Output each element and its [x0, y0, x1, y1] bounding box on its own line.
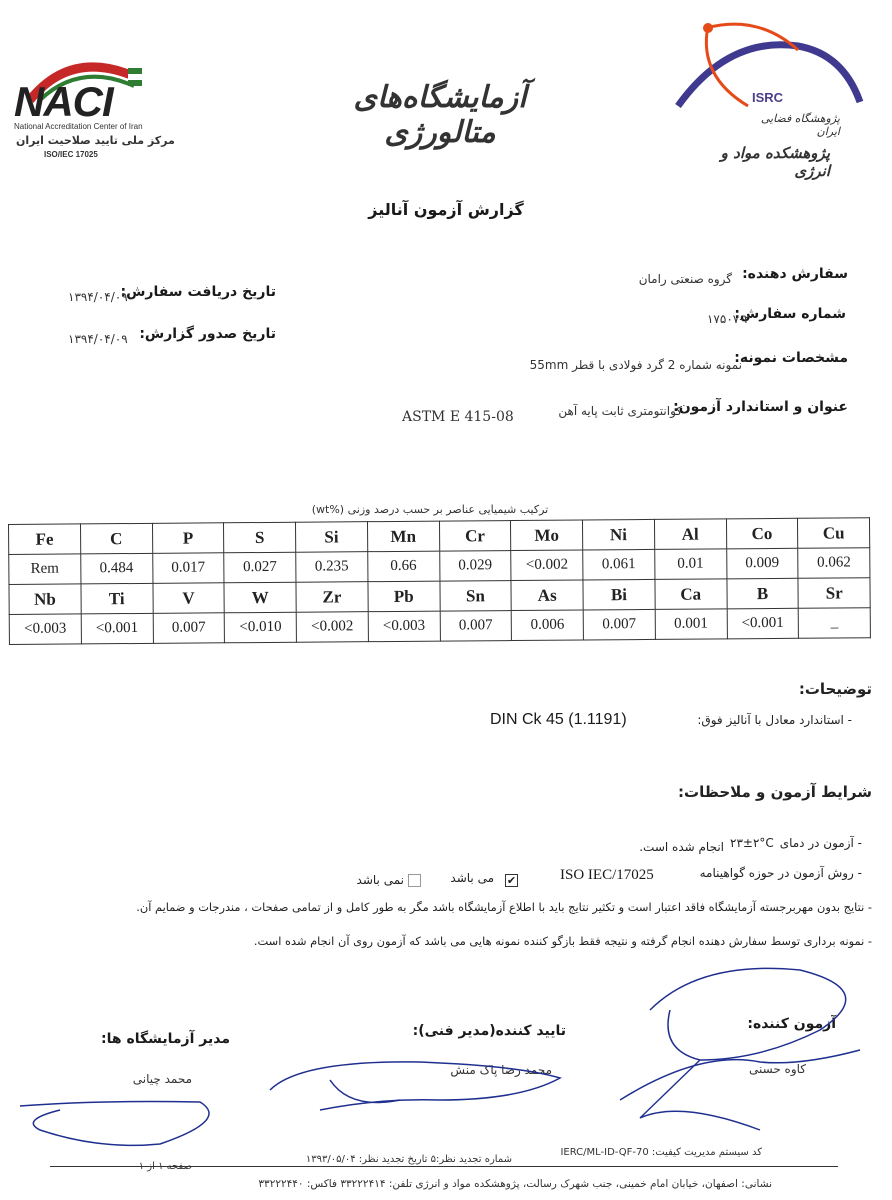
temperature-line: - آزمون در دمای	[779, 836, 862, 850]
received-date-label: تاریخ دریافت سفارش:	[120, 284, 276, 300]
element-symbol-cell: C	[80, 523, 152, 554]
element-value-cell: <0.003	[9, 614, 81, 645]
qms-code: کد سیستم مدیریت کیفیت: IERC/ML-ID-QF-70	[560, 1147, 762, 1158]
element-symbol-cell: V	[152, 583, 224, 614]
element-symbol-cell: Sr	[798, 578, 870, 609]
sample-label: مشخصات نمونه:	[734, 350, 848, 366]
order-no-value: ۱۷۵۰۷-۲	[706, 312, 750, 326]
lab-title: آزمایشگاه‌های متالورژی	[353, 80, 527, 150]
element-symbol-cell: Al	[654, 519, 726, 550]
temperature-suffix: انجام شده است.	[639, 840, 724, 854]
issued-date-value: ۱۳۹۴/۰۴/۰۹	[68, 332, 128, 346]
element-symbol-cell: Co	[726, 518, 798, 549]
client-label: سفارش دهنده:	[742, 266, 848, 282]
element-value-cell: 0.007	[583, 609, 655, 640]
element-symbol-cell: Ca	[655, 579, 727, 610]
chemical-composition-table	[8, 517, 871, 645]
element-value-cell: Rem	[9, 554, 81, 585]
element-symbol-cell: Ni	[582, 519, 654, 550]
page-number: صفحه ۱ از ۱	[138, 1161, 192, 1172]
element-value-cell: <0.002	[296, 612, 368, 643]
equivalent-standard: DIN Ck 45 (1.1191)	[490, 711, 627, 728]
element-value-cell: 0.017	[152, 553, 224, 584]
element-symbol-cell: Mo	[511, 520, 583, 551]
isrc-logo-text: ISRC	[752, 90, 784, 105]
element-value-cell: <0.010	[224, 612, 296, 643]
element-value-cell: 0.01	[654, 549, 726, 580]
element-symbol-cell: Fe	[9, 524, 81, 555]
element-symbol-cell: Mn	[367, 521, 439, 552]
order-no-label: شماره سفارش:	[734, 306, 846, 322]
tester-role: آزمون کننده:	[747, 1016, 836, 1032]
isrc-logo	[668, 16, 868, 126]
element-value-cell: 0.235	[296, 552, 368, 583]
element-symbol-cell: Sn	[439, 581, 511, 612]
element-value-cell: 0.006	[511, 610, 583, 641]
footer-address: نشانی: اصفهان، خیابان امام خمینی، جنب شهرک رسالت، پژوهشکده مواد و انرژی تلفن: ۳۳۲۲۲۴۱۴ فاکس: ۳۳۲۲۲۴۴۰	[258, 1178, 772, 1190]
element-symbol-cell: S	[224, 522, 296, 553]
institute-name: پژوهشکده مواد و انرژی	[720, 144, 830, 180]
test-label: عنوان و استاندارد آزمون:	[673, 399, 848, 415]
report-title: گزارش آزمون آنالیز	[368, 200, 524, 219]
temperature-number: ۲۳±۲	[730, 836, 760, 850]
element-symbol-cell: Si	[295, 522, 367, 553]
remarks-title: توضیحات:	[798, 680, 872, 698]
yes-checkbox[interactable]: ✔	[506, 874, 517, 887]
validity-line: - نتایج بدون مهربرجسته آزمایشگاه فاقد اعتبار است و تکثیر نتایج باید با اطلاع آزمایشگاه باشد مگر به طور کامل و از تمامی صفحات ، مندرجات و ضمایم آن.	[136, 900, 872, 914]
table-caption: ترکیب شیمیایی عناصر بر حسب درصد وزنی (%wt)	[311, 503, 549, 516]
element-value-cell: <0.001	[727, 608, 799, 639]
temperature-unit: °C	[759, 836, 774, 850]
revision-info: شماره تجدید نظر:۵ تاریخ تجدید نظر: ۱۳۹۳/۰۵/۰۴	[305, 1154, 512, 1165]
temperature-value	[730, 836, 774, 850]
element-symbol-cell: P	[152, 523, 224, 554]
test-method: کوانتومتری ثابت پایه آهن	[558, 404, 682, 418]
issued-date-label: تاریخ صدور گزارش:	[139, 326, 276, 342]
approver-name: محمد رضا پاک منش	[450, 1063, 552, 1077]
element-symbol-cell: Ti	[81, 583, 153, 614]
element-value-cell: 0.061	[583, 549, 655, 580]
conditions-title: شرایط آزمون و ملاحظات:	[678, 783, 872, 801]
element-value-cell: 0.027	[224, 552, 296, 583]
no-label: نمی باشد	[356, 873, 404, 887]
isrc-subtitle: پژوهشگاه فضایی ایران	[760, 112, 840, 138]
element-value-row	[9, 608, 870, 645]
naci-iso: ISO/IEC 17025	[44, 150, 98, 159]
element-value-cell: <0.002	[511, 550, 583, 581]
footer-divider	[50, 1166, 838, 1167]
element-symbol-cell: Bi	[583, 579, 655, 610]
approver-role: تایید کننده(مدیر فنی):	[412, 1023, 566, 1039]
element-symbol-cell: Cu	[798, 518, 870, 549]
element-value-cell: 0.66	[367, 551, 439, 582]
sampling-line: - نمونه برداری توسط سفارش دهنده انجام گرفته و نتیجه فقط بازگو کننده نمونه هایی می باشد که آزمون روی آن انجام شده است.	[253, 934, 872, 948]
element-symbol-cell: W	[224, 582, 296, 613]
element-value-cell: <0.003	[368, 611, 440, 642]
element-symbol-cell: Nb	[9, 584, 81, 615]
element-value-cell: _	[798, 608, 870, 639]
handwritten-signatures	[0, 950, 892, 1150]
scope-line: - روش آزمون در حوزه گواهینامه	[699, 866, 862, 880]
element-value-cell: 0.001	[655, 609, 727, 640]
element-value-cell: 0.007	[153, 613, 225, 644]
element-symbol-cell: Zr	[296, 582, 368, 613]
test-standard: ASTM E 415-08	[402, 409, 514, 425]
element-value-cell: 0.007	[440, 611, 512, 642]
element-value-cell: 0.484	[80, 553, 152, 584]
element-symbol-cell: Cr	[439, 521, 511, 552]
client-value: گروه صنعتی رامان	[638, 272, 732, 286]
element-value-cell: 0.029	[439, 551, 511, 582]
manager-name: محمد چیانی	[132, 1072, 192, 1086]
no-checkbox[interactable]	[408, 874, 421, 887]
sample-value: نمونه شماره 2 گرد فولادی با قطر 55mm	[529, 358, 742, 372]
manager-role: مدیر آزمایشگاه ها:	[101, 1031, 230, 1047]
naci-logo-text: NACI	[14, 78, 113, 125]
tester-name: کاوه حسنی	[748, 1062, 806, 1076]
element-symbol-cell: B	[726, 578, 798, 609]
yes-label: می باشد	[450, 871, 494, 885]
element-value-cell: 0.009	[726, 548, 798, 579]
element-symbol-cell: Pb	[368, 581, 440, 612]
remarks-line: - استاندارد معادل با آنالیز فوق:	[697, 713, 852, 727]
naci-subtitle-en: National Accreditation Center of Iran	[14, 122, 143, 131]
element-value-cell: <0.001	[81, 613, 153, 644]
element-value-cell: 0.062	[798, 548, 870, 579]
received-date-value: ۱۳۹۴/۰۴/۰۹	[68, 290, 128, 304]
scope-standard: ISO IEC/17025	[560, 867, 654, 883]
naci-subtitle-fa: مرکز ملی تایید صلاحیت ایران	[16, 134, 175, 147]
element-symbol-cell: As	[511, 580, 583, 611]
